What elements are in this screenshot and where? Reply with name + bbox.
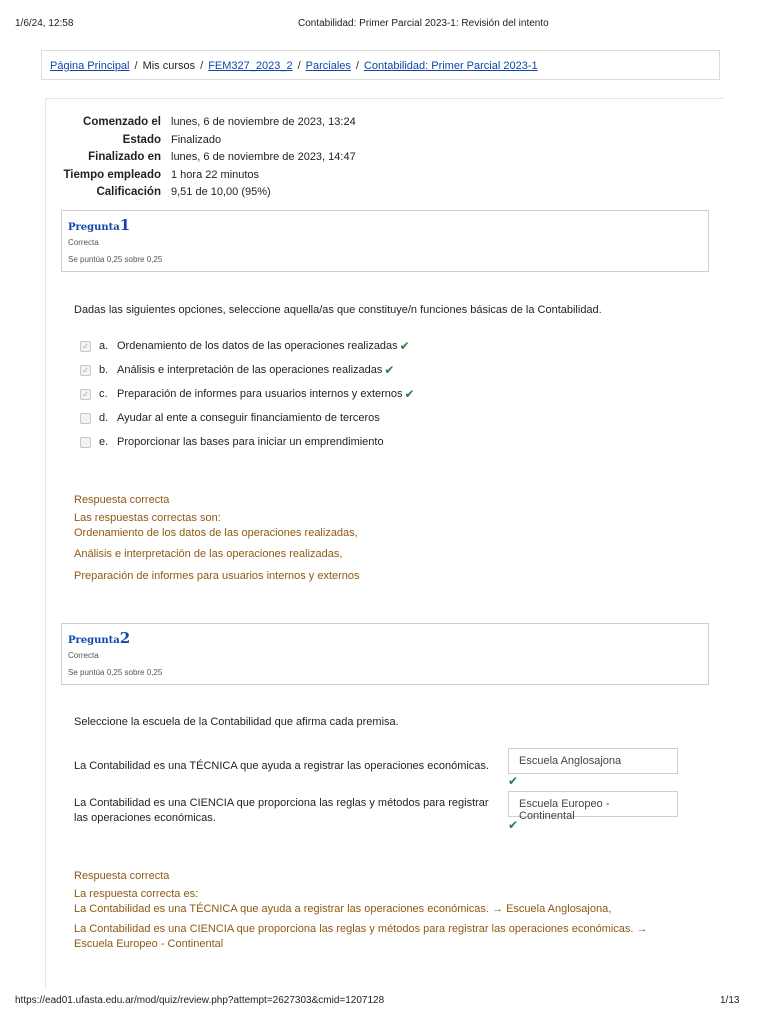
- check-icon: ✔: [508, 818, 519, 832]
- breadcrumb-section-link[interactable]: Parciales: [305, 60, 351, 72]
- summary-label: Finalizado en: [88, 151, 161, 163]
- summary-label: Estado: [122, 133, 161, 146]
- answer-option-e: e. Proporcionar las bases para iniciar un emprendimiento: [80, 436, 384, 448]
- question-1-state: Correcta: [68, 238, 99, 247]
- breadcrumb-course-link[interactable]: FEM327_2023_2: [208, 60, 293, 72]
- attempt-summary: [45, 116, 356, 204]
- question-1-info: [61, 210, 709, 272]
- question-2-feedback: Respuesta correcta La respuesta correcta es: La Contabilidad es una TÉCNICA que ayuda a registrar las operaciones económicas. → Escuela Anglosajona, La Contabilidad es una CIENCIA que proporciona las reglas y métodos para registrar las operaciones económicas. → Escuela Europeo - Continental: [74, 870, 648, 950]
- check-icon: ✔: [404, 387, 415, 401]
- question-2-info: [61, 623, 709, 685]
- question-1-title: Pregunta1: [68, 216, 131, 234]
- answer-option-c: ✓ c. Preparación de informes para usuarios internos y externos ✔: [80, 387, 415, 401]
- answer-option-d: d. Ayudar al ente a conseguir financiamiento de terceros: [80, 412, 380, 424]
- print-page-number: 1/13: [720, 995, 740, 1006]
- summary-value: Finalizado: [171, 133, 222, 146]
- checkbox-icon[interactable]: ✓: [80, 389, 91, 400]
- breadcrumb: Página Principal / Mis cursos / FEM327_2023_2 / Parciales / Contabilidad: Primer Parcial 2023-1: [41, 50, 720, 80]
- question-1-grade: Se puntúa 0,25 sobre 0,25: [68, 255, 163, 264]
- breadcrumb-home-link[interactable]: Página Principal: [50, 60, 130, 72]
- question-2-grade: Se puntúa 0,25 sobre 0,25: [68, 668, 163, 677]
- print-title: Contabilidad: Primer Parcial 2023-1: Revisión del intento: [298, 18, 549, 29]
- checkbox-icon[interactable]: ✓: [80, 365, 91, 376]
- check-icon: ✔: [508, 774, 519, 788]
- summary-label: Comenzado el: [83, 116, 161, 128]
- print-datetime: 1/6/24, 12:58: [15, 18, 74, 29]
- question-1-feedback: Respuesta correcta Las respuestas correctas son: Ordenamiento de los datos de las operaciones realizadas, Análisis e interpretación de las operaciones realizadas, Preparación de informes para usuarios internos y externos: [74, 494, 360, 582]
- breadcrumb-quiz-link[interactable]: Contabilidad: Primer Parcial 2023-1: [363, 60, 538, 72]
- question-2-text: Seleccione la escuela de la Contabilidad que afirma cada premisa.: [74, 716, 399, 728]
- premise-2-select[interactable]: Escuela Europeo - Continental: [508, 791, 678, 817]
- checkbox-icon[interactable]: [80, 413, 91, 424]
- premise-1: La Contabilidad es una TÉCNICA que ayuda a registrar las operaciones económicas.: [74, 760, 489, 772]
- question-2-title: Pregunta2: [68, 629, 131, 647]
- summary-value: lunes, 6 de noviembre de 2023, 14:47: [171, 151, 356, 163]
- check-icon: ✔: [384, 363, 395, 377]
- premise-2: La Contabilidad es una CIENCIA que proporciona las reglas y métodos para registrar las operaciones económicas.: [74, 797, 489, 824]
- checkbox-icon[interactable]: [80, 437, 91, 448]
- check-icon: ✔: [399, 339, 410, 353]
- summary-label: Tiempo empleado: [63, 168, 161, 181]
- checkbox-icon[interactable]: ✓: [80, 341, 91, 352]
- summary-label: Calificación: [96, 186, 161, 198]
- print-url: https://ead01.ufasta.edu.ar/mod/quiz/review.php?attempt=2627303&cmid=1207128: [15, 995, 385, 1006]
- answer-option-a: ✓ a. Ordenamiento de los datos de las operaciones realizadas ✔: [80, 339, 410, 353]
- summary-value: lunes, 6 de noviembre de 2023, 13:24: [171, 116, 356, 128]
- premise-1-select[interactable]: Escuela Anglosajona: [508, 748, 678, 774]
- answer-option-b: ✓ b. Análisis e interpretación de las operaciones realizadas ✔: [80, 363, 394, 377]
- breadcrumb-mycourses: Mis cursos: [142, 60, 196, 72]
- question-2-state: Correcta: [68, 651, 99, 660]
- summary-value: 1 hora 22 minutos: [171, 168, 260, 181]
- question-1-text: Dadas las siguientes opciones, seleccione aquella/as que constituye/n funciones básicas de la Contabilidad.: [74, 304, 602, 316]
- summary-value: 9,51 de 10,00 (95%): [171, 186, 271, 198]
